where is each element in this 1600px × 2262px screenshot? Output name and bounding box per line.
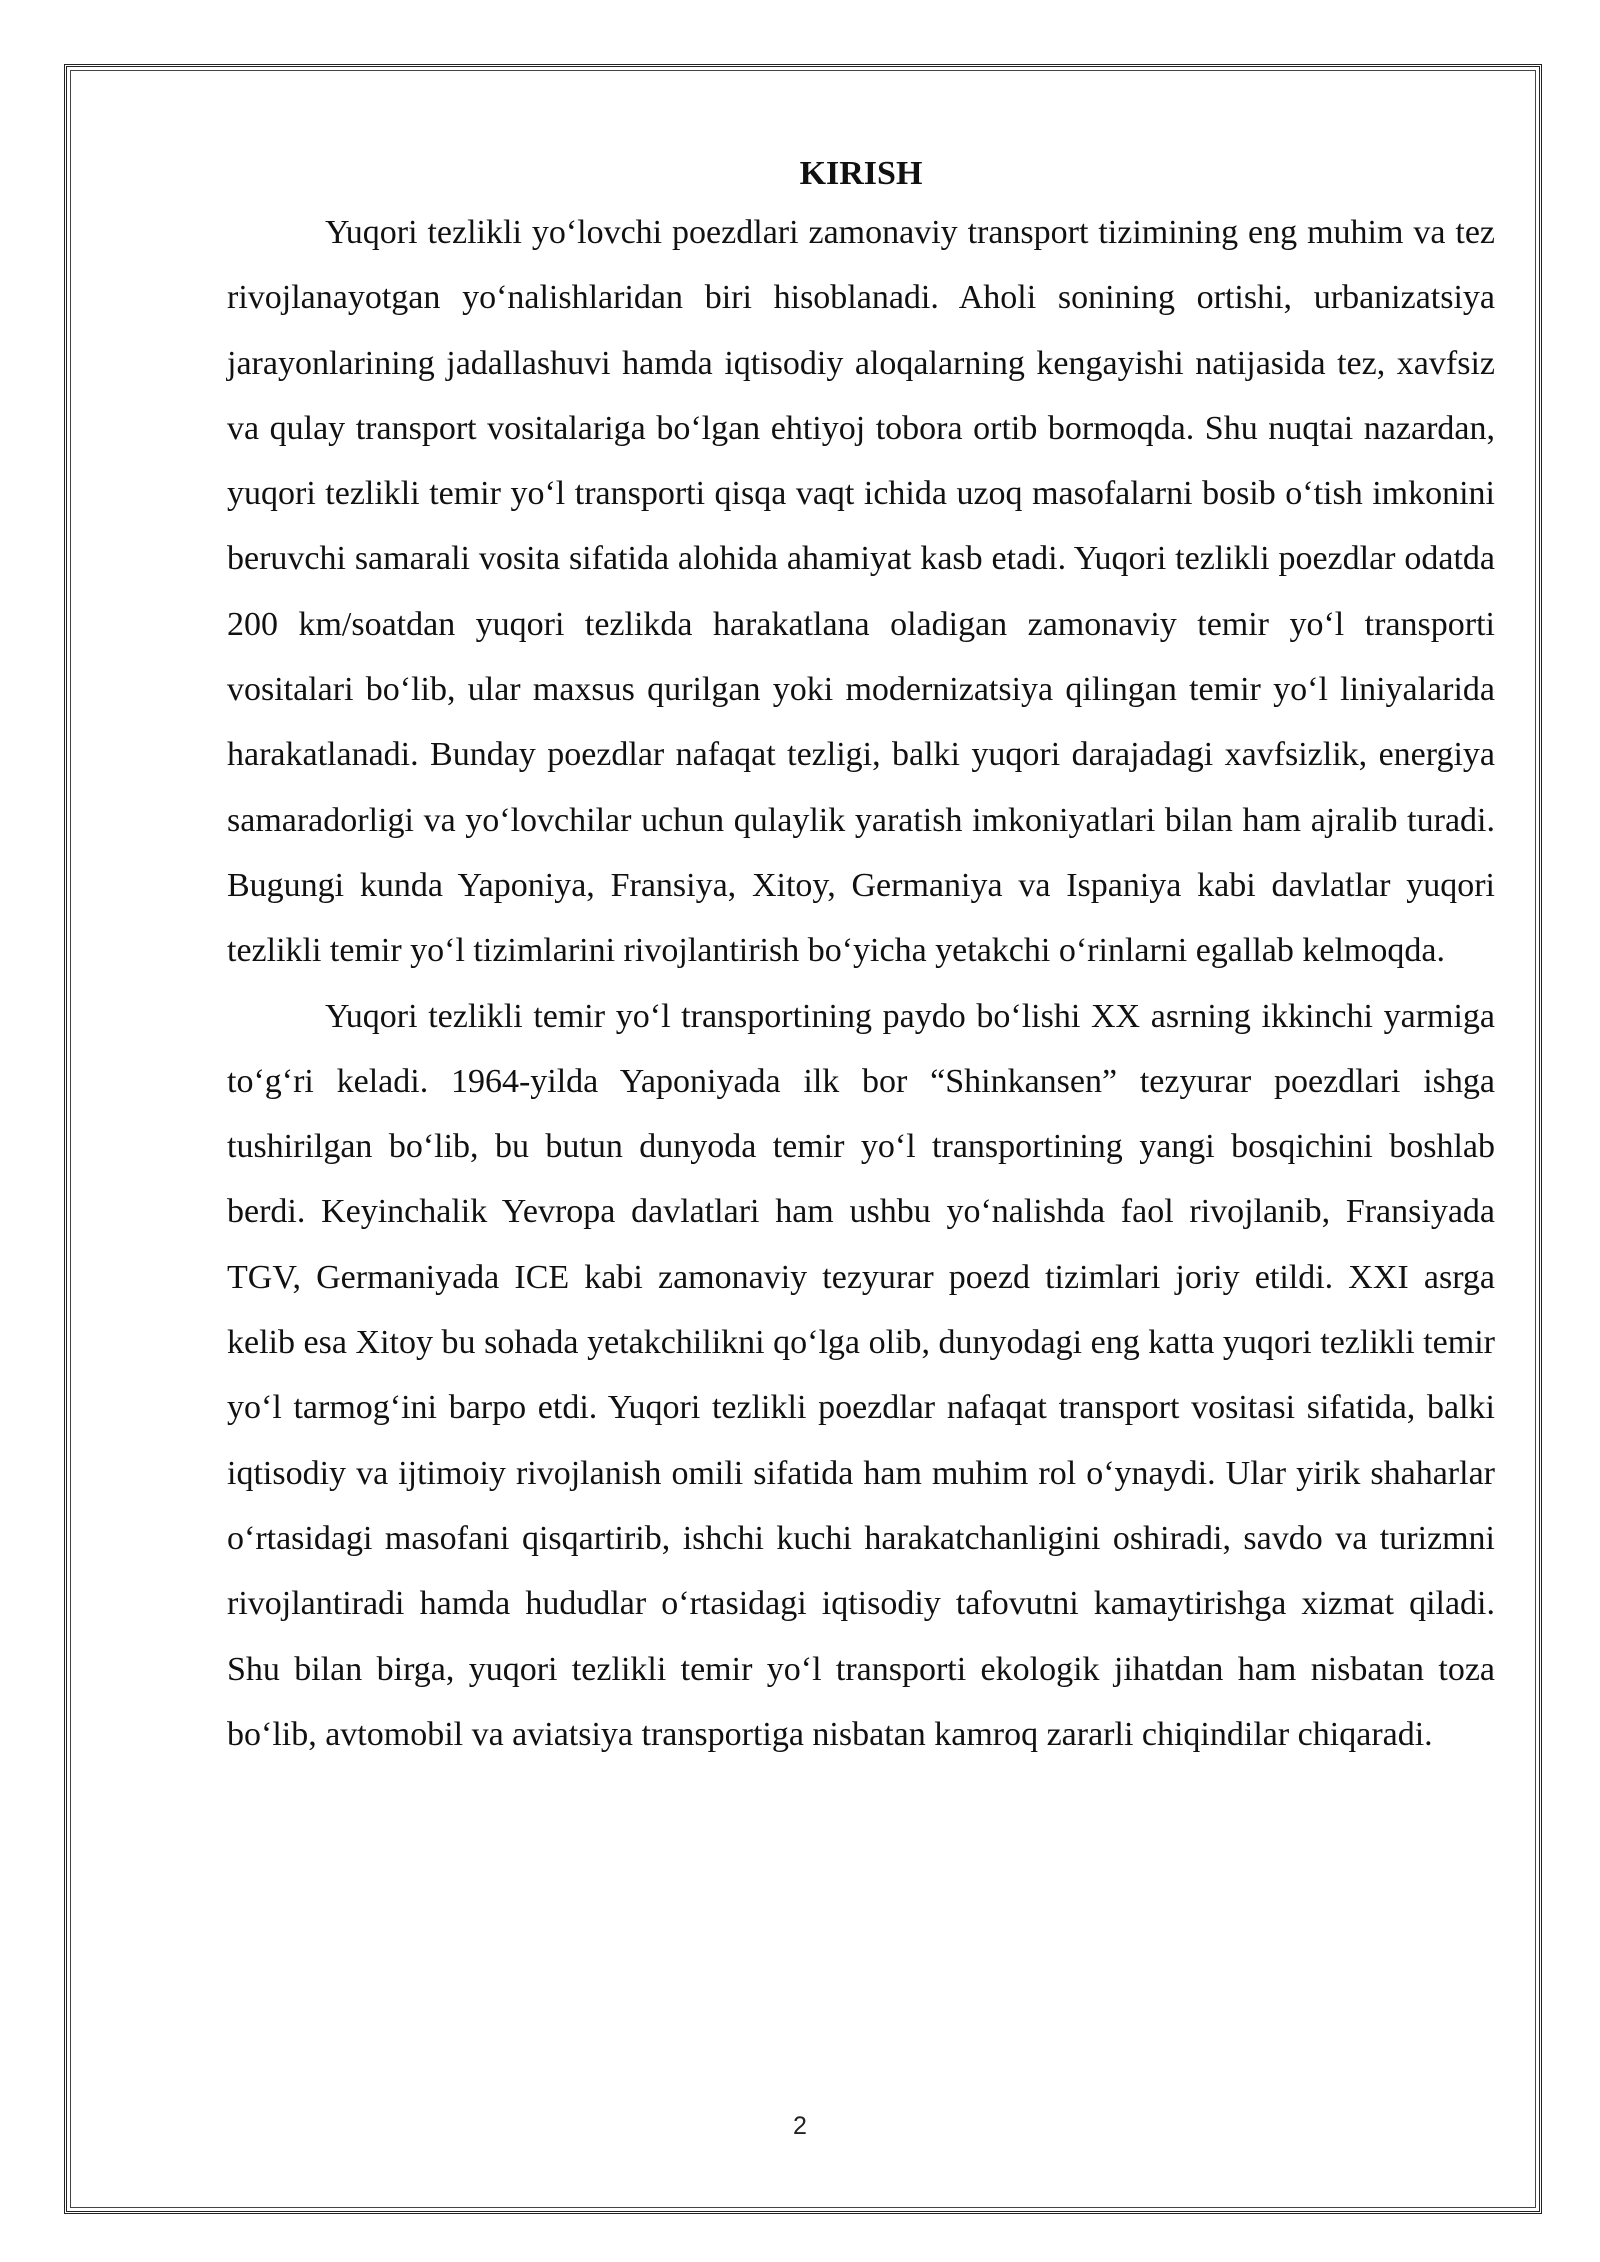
page-number: 2 xyxy=(793,2112,807,2140)
document-body xyxy=(227,148,1495,1767)
paragraph-history: Yuqori tezlikli temir yoʻl transportining paydo boʻlishi XX asrning ikkinchi yarmiga toʻgʻri keladi. 1964-yilda Yaponiyada ilk bor “Shinkansen” tezyurar poezdlari ishga tushirilgan boʻlib, bu butun dunyoda temir yoʻl transportining yangi bosqichini boshlab berdi. Keyinchalik Yevropa davlatlari ham ushbu yoʻnalishda faol rivojlanib, Fransiyada TGV, Germaniyada ICE kabi zamonaviy tezyurar poezd tizimlari joriy etildi. XXI asrga kelib esa Xitoy bu sohada yetakchilikni qoʻlga olib, dunyodagi eng katta yuqori tezlikli temir yoʻl tarmogʻini barpo etdi. Yuqori tezlikli poezdlar nafaqat transport vositasi sifatida, balki iqtisodiy va ijtimoiy rivojlanish omili sifatida ham muhim rol oʻynaydi. Ular yirik shaharlar oʻrtasidagi masofani qisqartirib, ishchi kuchi harakatchanligini oshiradi, savdo va turizmni rivojlantiradi hamda hududlar oʻrtasidagi iqtisodiy tafovutni kamaytirishga xizmat qiladi. Shu bilan birga, yuqori tezlikli temir yoʻl transporti ekologik jihatdan ham nisbatan toza boʻlib, avtomobil va aviatsiya transportiga nisbatan kamroq zararli chiqindilar chiqaradi. xyxy=(227,997,1495,1753)
document-title: KIRISH xyxy=(799,155,923,192)
paragraph-intro: Yuqori tezlikli yoʻlovchi poezdlari zamonaviy transport tizimining eng muhim va tez rivojlanayotgan yoʻnalishlaridan biri hisoblanadi. Aholi sonining ortishi, urbanizatsiya jarayonlarining jadallashuvi hamda iqtisodiy aloqalarning kengayishi natijasida tez, xavfsiz va qulay transport vositalariga boʻlgan ehtiyoj tobora ortib bormoqda. Shu nuqtai nazardan, yuqori tezlikli temir yoʻl transporti qisqa vaqt ichida uzoq masofalarni bosib oʻtish imkonini beruvchi samarali vosita sifatida alohida ahamiyat kasb etadi. Yuqori tezlikli poezdlar odatda 200 km/soatdan yuqori tezlikda harakatlana oladigan zamonaviy temir yoʻl transporti vositalari boʻlib, ular maxsus qurilgan yoki modernizatsiya qilingan temir yoʻl liniyalarida harakatlanadi. Bunday poezdlar nafaqat tezligi, balki yuqori darajadagi xavfsizlik, energiya samaradorligi va yoʻlovchilar uchun qulaylik yaratish imkoniyatlari bilan ham ajralib turadi. Bugungi kunda Yaponiya, Fransiya, Xitoy, Germaniya va Ispaniya kabi davlatlar yuqori tezlikli temir yoʻl tizimlarini rivojlantirish boʻyicha yetakchi oʻrinlarni egallab kelmoqda. xyxy=(227,214,1495,970)
